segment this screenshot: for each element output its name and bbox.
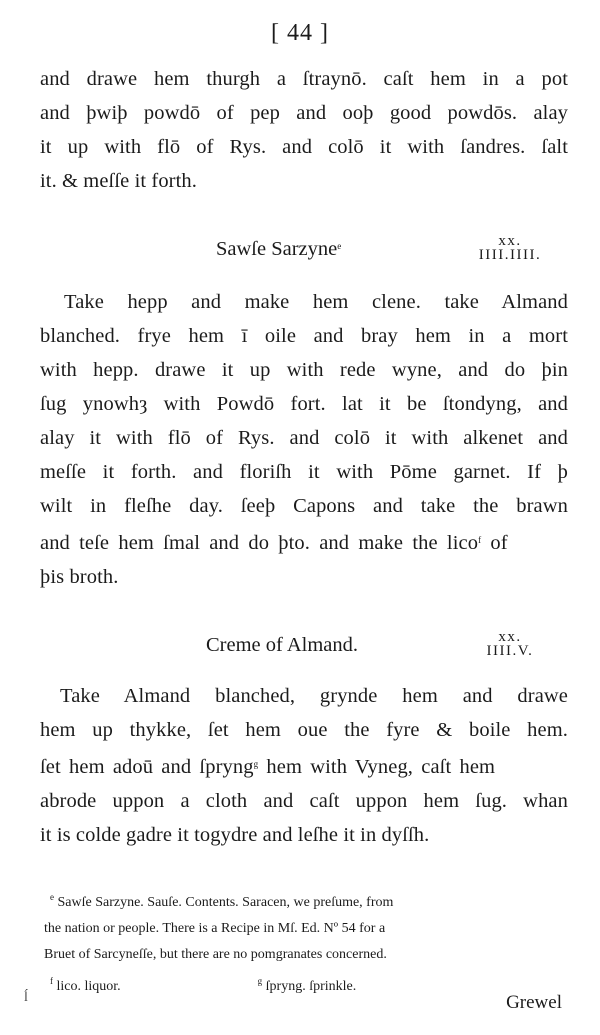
footnote-marker: e bbox=[337, 241, 342, 251]
footnotes bbox=[44, 884, 570, 1000]
recipe-heading-sawse-sarzyne bbox=[40, 232, 568, 272]
recipe-heading-creme-of-almand bbox=[40, 628, 568, 668]
text-line: Take hepp and make hem clene. take Almand bbox=[64, 291, 568, 313]
page-number: [ 44 ] bbox=[271, 20, 329, 46]
recipe-title: Sawſe Sarzyne$^e$ bbox=[216, 238, 342, 260]
text-line: þis broth. bbox=[40, 566, 119, 588]
footnote-e-continued: the nation or people. There is a Recipe in Mſ. Ed. Nº 54 for a bbox=[44, 921, 386, 936]
text-line: hem up thykke, ſet hem oue the fyre & boile hem. bbox=[40, 719, 568, 741]
catchword: Grewel bbox=[506, 992, 562, 1013]
text-line: ſet hem adoū and ſpryng$^g$ hem with Vyneg, caſt hem bbox=[40, 756, 496, 778]
text-line: and teſe hem ſmal and do þto. and make the lico$^f$ of bbox=[40, 532, 508, 554]
text-line: it up with flō of Rys. and colō it with ſandres. ſalt bbox=[40, 136, 568, 158]
text-line: meſſe it forth. and floriſh it with Pōme garnet. If þ bbox=[40, 461, 568, 483]
print-mark: ĺ bbox=[24, 990, 28, 1005]
recipe-title: Creme of Almand. bbox=[206, 634, 359, 656]
text-line: and drawe hem thurgh a ſtraynō. caſt hem in a pot bbox=[40, 68, 568, 90]
recipe-body-creme-of-almand bbox=[40, 679, 568, 852]
footnote-marker: g bbox=[253, 759, 259, 769]
recipe-number: xx. IIII.V. bbox=[486, 629, 534, 659]
footnote-e-continued: Bruet of Sarcyneſſe, but there are no pomgranates concerned. bbox=[44, 947, 387, 962]
recipe-number: xx. IIII.IIII. bbox=[478, 233, 542, 263]
text-line: and þwiþ powdō of pep and ooþ good powdōs. alay bbox=[40, 102, 568, 124]
text-line: abrode uppon a cloth and caſt uppon hem ſug. whan bbox=[40, 790, 568, 812]
text-line: with hepp. drawe it up with rede wyne, and do þin bbox=[40, 359, 568, 381]
text-line: Take Almand blanched, grynde hem and drawe bbox=[60, 685, 568, 707]
footnote-f-and-g: $^f$ lico. liquor. $^g$ ſpryng. ſprinkle. bbox=[50, 976, 357, 994]
recipe-body-sawse-sarzyne bbox=[40, 285, 568, 594]
footnote-e: $^e$ Sawſe Sarzyne. Sauſe. Contents. Saracen, we preſume, from bbox=[50, 892, 394, 910]
text-line: alay it with flō of Rys. and colō it with alkenet and bbox=[40, 427, 568, 449]
text-line: it is colde gadre it togydre and leſhe it in dyſſh. bbox=[40, 824, 430, 846]
text-line: blanched. frye hem ī oile and bray hem in a mort bbox=[40, 325, 568, 347]
footnote-marker: f bbox=[478, 535, 482, 545]
text-line: ſug ynowhȝ with Powdō fort. lat it be ſtondyng, and bbox=[40, 393, 568, 415]
text-line: wilt in fleſhe day. ſeeþ Capons and take the brawn bbox=[40, 495, 568, 517]
intro-paragraph bbox=[40, 62, 568, 198]
text-line: it. & meſſe it forth. bbox=[40, 170, 197, 192]
